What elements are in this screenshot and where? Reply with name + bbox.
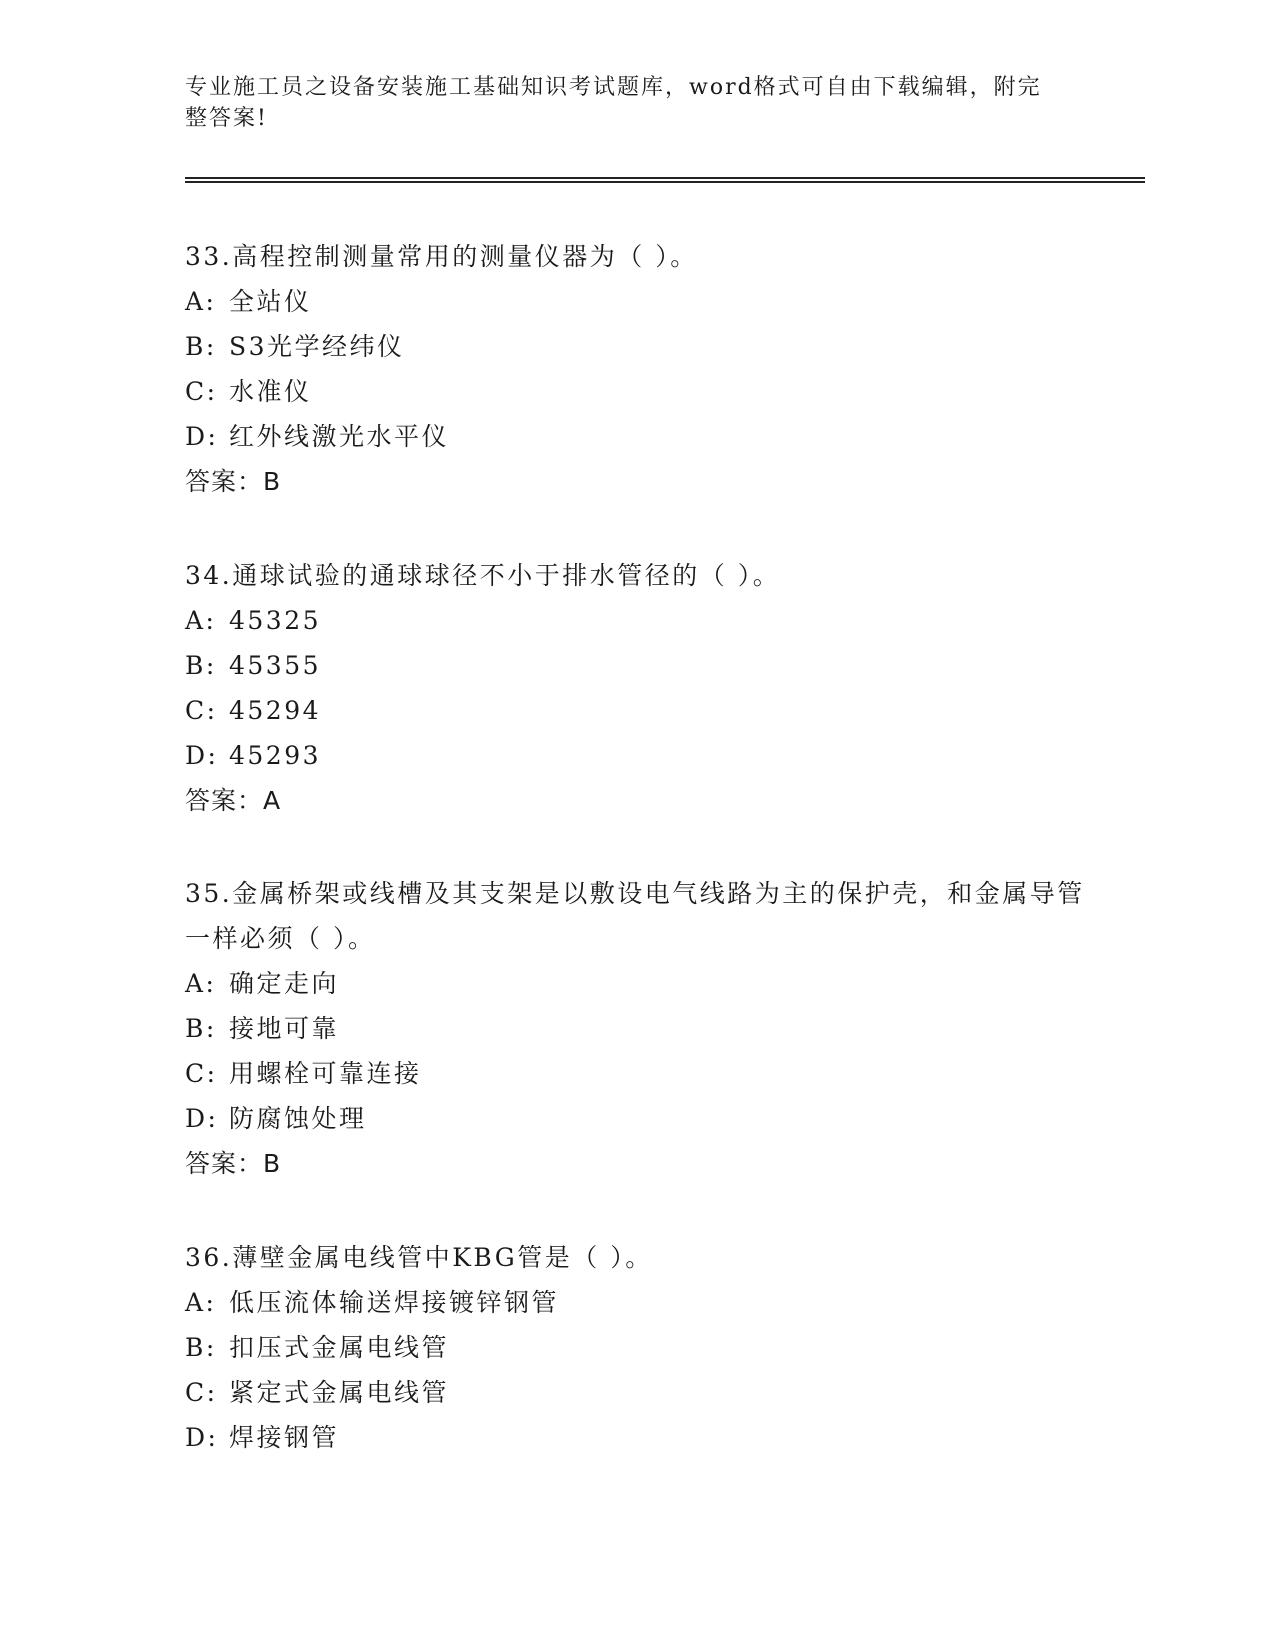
option-letter: D:: [185, 1104, 219, 1133]
header-divider-top: [185, 177, 1145, 179]
option-text: 低压流体输送焊接镀锌钢管: [229, 1288, 560, 1317]
option-a: [185, 598, 1085, 643]
option-text: 用螺栓可靠连接: [229, 1059, 422, 1088]
question-34: [185, 553, 1085, 823]
option-text: 45325: [229, 606, 322, 635]
option-a: [185, 1280, 1085, 1325]
option-b: [185, 1325, 1085, 1370]
answer-line: 答案：B: [185, 1149, 282, 1178]
option-letter: C:: [185, 1059, 218, 1088]
option-text: 防腐蚀处理: [229, 1104, 367, 1133]
option-a: [185, 279, 1085, 324]
option-c: [185, 1370, 1085, 1415]
question-stem: 33.高程控制测量常用的测量仪器为（ ）。: [185, 242, 698, 271]
question-stem: 34.通球试验的通球球径不小于排水管径的（ ）。: [185, 561, 781, 590]
option-d: [185, 414, 1085, 459]
option-letter: C:: [185, 377, 218, 406]
question-33: [185, 234, 1085, 504]
header-divider-bottom: [185, 181, 1145, 183]
answer-line: 答案：B: [185, 467, 282, 496]
option-letter: A:: [185, 969, 217, 998]
option-text: 45355: [229, 651, 322, 680]
option-a: [185, 961, 1085, 1006]
option-c: [185, 688, 1085, 733]
option-text: 扣压式金属电线管: [229, 1333, 450, 1362]
option-b: [185, 1006, 1085, 1051]
option-letter: A:: [185, 606, 217, 635]
option-d: [185, 733, 1085, 778]
option-letter: C:: [185, 696, 218, 725]
option-d: [185, 1096, 1085, 1141]
option-text: 全站仪: [229, 287, 312, 316]
option-letter: B:: [185, 651, 217, 680]
option-letter: B:: [185, 1014, 217, 1043]
option-letter: D:: [185, 422, 219, 451]
option-c: [185, 1051, 1085, 1096]
option-letter: D:: [185, 741, 219, 770]
option-letter: B:: [185, 1333, 217, 1362]
option-text: 确定走向: [229, 969, 340, 998]
option-b: [185, 324, 1085, 369]
option-letter: D:: [185, 1423, 219, 1452]
option-text: 红外线激光水平仪: [229, 422, 450, 451]
option-d: [185, 1415, 1085, 1460]
option-text: 接地可靠: [229, 1014, 340, 1043]
option-text: S3光学经纬仪: [229, 332, 405, 361]
option-text: 焊接钢管: [229, 1423, 340, 1452]
option-c: [185, 369, 1085, 414]
option-text: 紧定式金属电线管: [229, 1378, 450, 1407]
option-text: 45294: [229, 696, 322, 725]
option-letter: C:: [185, 1378, 218, 1407]
question-stem: 36.薄壁金属电线管中KBG管是（ ）。: [185, 1243, 653, 1272]
document-header-title: 专业施工员之设备安装施工基础知识考试题库，word格式可自由下载编辑，附完整答案!: [185, 75, 1042, 131]
question-36: [185, 1235, 1085, 1460]
answer-line: 答案：A: [185, 786, 282, 815]
option-b: [185, 643, 1085, 688]
option-letter: B:: [185, 332, 217, 361]
option-letter: A:: [185, 1288, 217, 1317]
question-35: [185, 871, 1085, 1186]
question-stem: 35.金属桥架或线槽及其支架是以敷设电气线路为主的保护壳，和金属导管一样必须（ ）。: [185, 879, 1085, 953]
option-text: 45293: [229, 741, 322, 770]
option-letter: A:: [185, 287, 217, 316]
option-text: 水准仪: [229, 377, 312, 406]
